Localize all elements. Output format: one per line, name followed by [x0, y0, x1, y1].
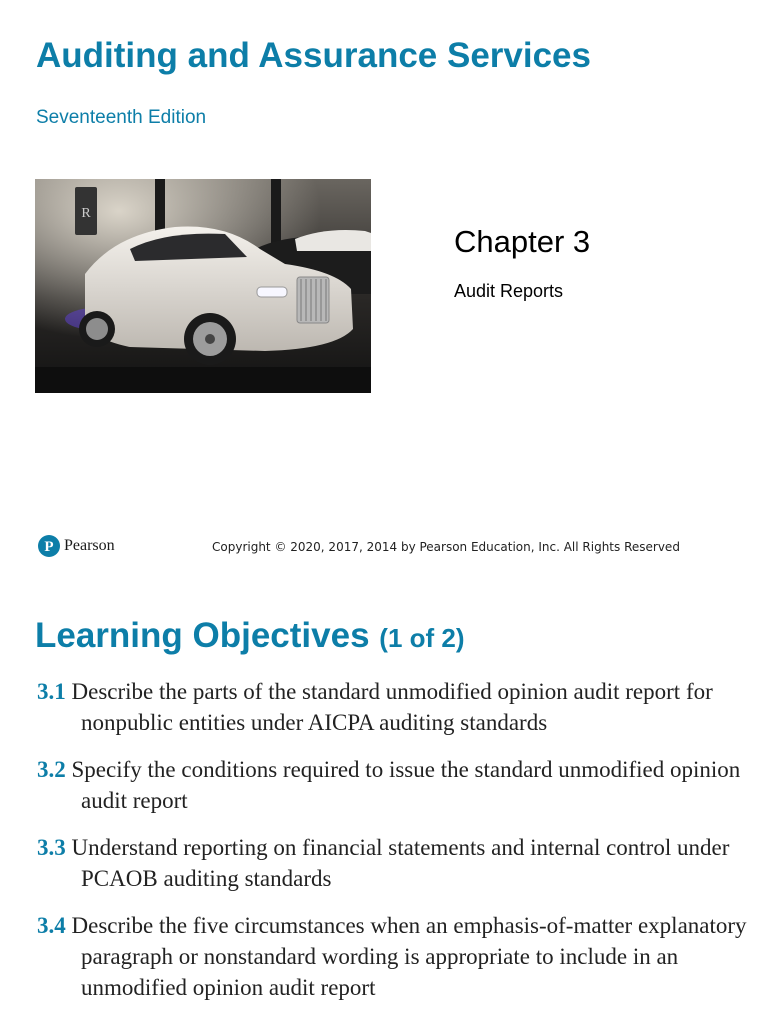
car-illustration: [35, 179, 371, 393]
objective-number: 3.4: [37, 913, 66, 938]
slide-title: [35, 616, 465, 656]
objective-text: Specify the conditions required to issue the standard unmodified opinion audit report: [71, 757, 741, 813]
objective-text: Understand reporting on financial statements and internal control under PCAOB auditing standards: [71, 835, 730, 891]
objective-text: Describe the parts of the standard unmodified opinion audit report for nonpublic entities under AICPA auditing standards: [71, 679, 713, 735]
car-photo: [35, 179, 371, 393]
slide-title-suffix: (1 of 2): [379, 623, 465, 653]
pearson-logo: [38, 535, 115, 557]
chapter-number: Chapter 3: [454, 224, 591, 259]
objective-item: [37, 676, 747, 738]
objective-text: Describe the five circumstances when an emphasis-of-matter explanatory paragraph or nonstandard wording is appropriate to include in an unmodified opinion audit report: [71, 913, 747, 1000]
svg-text:P: P: [44, 539, 54, 555]
objective-number: 3.1: [37, 679, 66, 704]
objective-item: [37, 910, 747, 1003]
edition-label: Seventeenth Edition: [36, 107, 207, 128]
objective-item: [37, 754, 747, 816]
learning-objectives-slide: [0, 590, 768, 1024]
objective-number: 3.2: [37, 757, 66, 782]
objectives-list: [37, 676, 747, 1019]
objective-number: 3.3: [37, 835, 66, 860]
pearson-icon: [38, 535, 60, 557]
chapter-title: Audit Reports: [454, 281, 564, 301]
book-title: Auditing and Assurance Services: [36, 36, 591, 75]
objective-item: [37, 832, 747, 894]
slide-title-text: Learning Objectives: [35, 616, 370, 655]
logo-text: Pearson: [64, 537, 115, 554]
svg-text:R: R: [81, 206, 91, 221]
copyright-notice: Copyright © 2020, 2017, 2014 by Pearson Education, Inc. All Rights Reserved: [212, 540, 680, 554]
